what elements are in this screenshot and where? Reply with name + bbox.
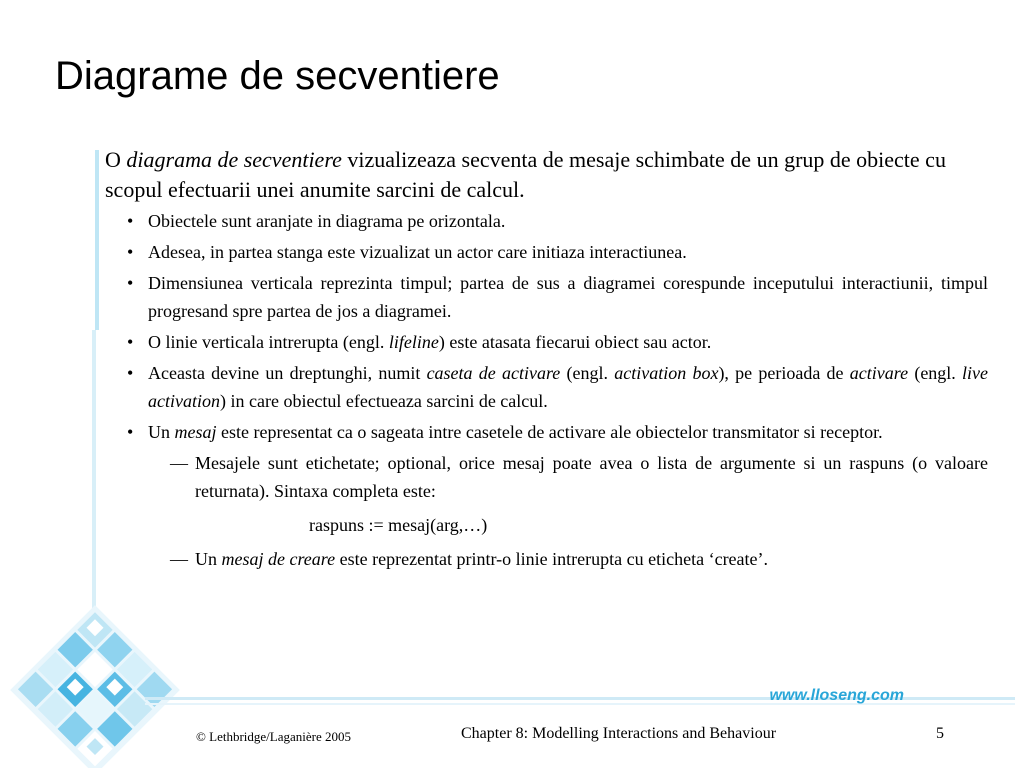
bullet-item <box>105 328 988 356</box>
subbullet-term: mesaj de creare <box>221 549 336 569</box>
subbullet-text-pre: Un <box>195 549 222 569</box>
slide-body <box>105 145 988 575</box>
bullet-text-pre: O linie verticala intrerupta (engl. <box>148 332 389 352</box>
bullet-marker: • <box>127 422 134 442</box>
subbullet-marker: — <box>170 549 188 569</box>
decorative-vertical-line <box>95 150 99 330</box>
subbullet-text: Mesajele sunt etichetate; optional, orice mesaj poate avea o lista de argumente si un raspuns (o valoare returnata). Sintaxa completa este: <box>195 453 988 501</box>
bullet-text: Adesea, in partea stanga este vizualizat un actor care initiaza interactiunea. <box>148 242 687 262</box>
bullet-text-pre: Un <box>148 422 175 442</box>
footer-page-number: 5 <box>936 725 944 742</box>
website-label: www.lloseng.com <box>769 687 904 704</box>
bullet-marker: • <box>127 363 134 383</box>
bullet-term: mesaj <box>174 422 217 442</box>
bullet-item <box>105 238 988 266</box>
bullet-text-post: este representat ca o sageata intre casetele de activare ale obiectelor transmitator si receptor. <box>216 422 883 442</box>
bullet-term: live activation <box>148 363 989 411</box>
bullet-text-part: (engl. <box>560 363 615 383</box>
bullet-marker: • <box>127 211 134 231</box>
slide-title: Diagrame de secventiere <box>55 54 500 98</box>
bullet-term: activation box <box>614 363 719 383</box>
bullet-text-part: ) in care obiectul efectueaza sarcini de calcul. <box>219 391 548 411</box>
subbullet-text-post: este reprezentat printr-o linie intrerupta cu eticheta ‘create’. <box>335 549 769 569</box>
bullet-marker: • <box>127 332 134 352</box>
bullet-marker: • <box>127 273 134 293</box>
subbullet-item <box>105 449 988 505</box>
subbullet-item <box>105 545 988 573</box>
bullet-marker: • <box>127 242 134 262</box>
bullet-item <box>105 269 988 325</box>
intro-term: diagrama de secventiere <box>126 147 342 172</box>
subbullet-marker: — <box>170 453 188 473</box>
bullet-item <box>105 207 988 235</box>
bullet-item <box>105 359 988 415</box>
syntax-line: raspuns := mesaj(arg,…) <box>309 515 488 535</box>
bullet-term: lifeline <box>388 332 439 352</box>
lloseng-logo-graphic <box>0 585 200 768</box>
footer-chapter: Chapter 8: Modelling Interactions and Behaviour <box>461 725 777 742</box>
bullet-term: activare <box>849 363 909 383</box>
bullet-text-part: ), pe perioada de <box>718 363 850 383</box>
intro-paragraph <box>105 145 988 205</box>
bullet-text-post: ) este atasata fiecarui obiect sau actor. <box>438 332 712 352</box>
footer-copyright: © Lethbridge/Laganière 2005 <box>196 729 351 744</box>
intro-rest: vizualizeaza secventa de mesaje schimbate de un grup de obiecte cu scopul efectuarii unei anumite sarcini de calcul. <box>105 147 946 202</box>
bullet-text-part: (engl. <box>908 363 963 383</box>
bullet-text: Dimensiunea verticala reprezinta timpul; partea de sus a diagramei corespunde inceputului interactiunii, timpul progresand spre partea de jos a diagramei. <box>148 273 988 321</box>
bullet-text: Obiectele sunt aranjate in diagrama pe orizontala. <box>148 211 506 231</box>
bullet-text-part: Aceasta devine un dreptunghi, numit <box>148 363 427 383</box>
bullet-item <box>105 418 988 446</box>
bullet-term: caseta de activare <box>426 363 561 383</box>
intro-prefix: O <box>105 147 127 172</box>
